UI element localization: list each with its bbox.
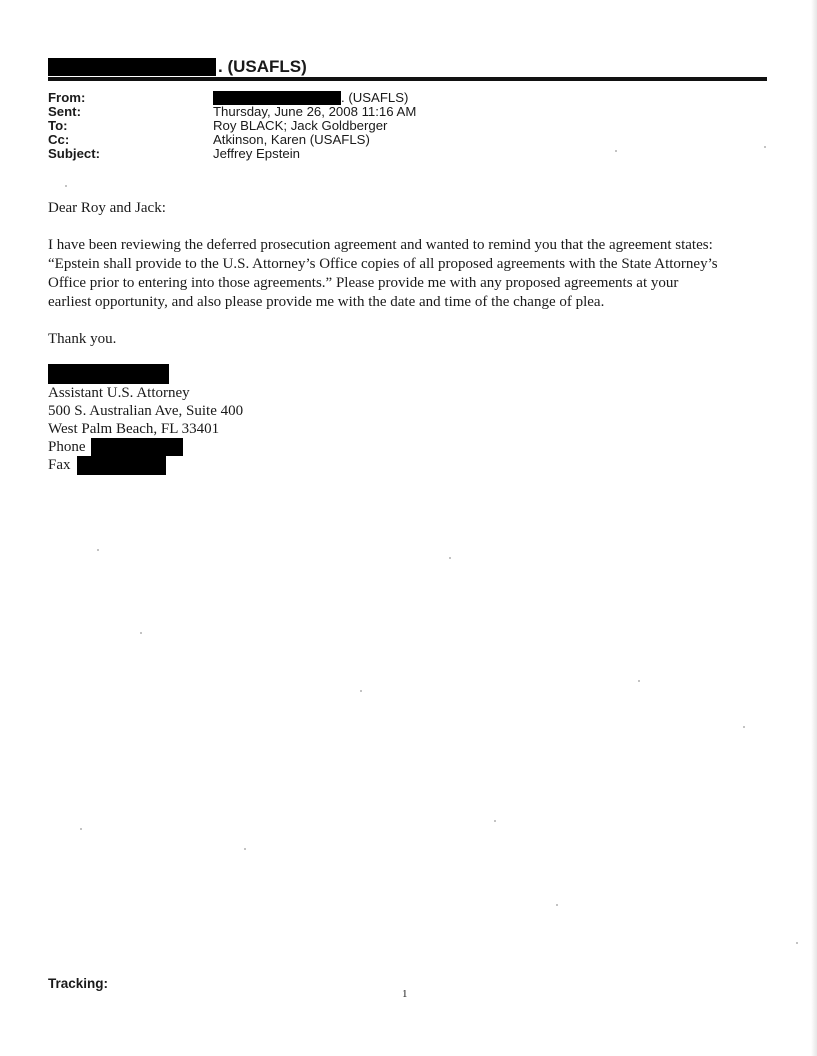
scan-speck xyxy=(556,904,558,906)
body-line-1: I have been reviewing the deferred prosecution agreement and wanted to remind you that the agreement states: xyxy=(48,237,713,253)
closing: Thank you. xyxy=(48,331,117,347)
subject-label: Subject: xyxy=(48,146,101,161)
header-redaction xyxy=(48,58,216,76)
scan-speck xyxy=(244,848,246,850)
signature-name-redaction xyxy=(48,364,169,384)
signature-title: Assistant U.S. Attorney xyxy=(48,385,190,401)
scan-speck xyxy=(449,557,451,559)
scan-speck xyxy=(360,690,362,692)
from-redaction xyxy=(213,91,341,105)
header-title: . (USAFLS) xyxy=(218,57,307,76)
scan-speck xyxy=(638,680,640,682)
body-line-2: “Epstein shall provide to the U.S. Attorney’s Office copies of all proposed agreements with the State Attorney’s xyxy=(48,256,718,272)
fax-redaction xyxy=(77,456,166,475)
phone-redaction xyxy=(91,438,183,456)
body-line-4: earliest opportunity, and also please provide me with the date and time of the change of plea. xyxy=(48,294,605,310)
scan-speck xyxy=(97,549,99,551)
cc-label: Cc: xyxy=(48,132,70,147)
scan-speck xyxy=(494,820,496,822)
to-value: Roy BLACK; Jack Goldberger xyxy=(213,118,388,133)
from-value-text: . (USAFLS) xyxy=(341,90,409,105)
signature-address-line2: West Palm Beach, FL 33401 xyxy=(48,421,220,437)
cc-value: Atkinson, Karen (USAFLS) xyxy=(213,132,370,147)
subject-value: Jeffrey Epstein xyxy=(213,146,300,161)
scan-speck xyxy=(764,146,766,148)
from-value xyxy=(213,91,408,105)
tracking-label: Tracking: xyxy=(48,976,109,991)
scan-speck xyxy=(80,828,82,830)
sent-value: Thursday, June 26, 2008 11:16 AM xyxy=(213,104,417,119)
scan-speck xyxy=(615,150,617,152)
header-rule xyxy=(48,77,767,81)
page-number: 1 xyxy=(402,988,408,1000)
sent-label: Sent: xyxy=(48,104,81,119)
scan-speck xyxy=(140,632,142,634)
signature-fax-label: Fax xyxy=(48,457,71,473)
greeting: Dear Roy and Jack: xyxy=(48,200,166,216)
to-label: To: xyxy=(48,118,68,133)
scan-speck xyxy=(743,726,745,728)
body-line-3: Office prior to entering into those agreements.” Please provide me with any proposed agreements at your xyxy=(48,275,679,291)
scan-speck xyxy=(65,185,67,187)
from-label: From: xyxy=(48,90,86,105)
signature-phone-label: Phone xyxy=(48,439,86,455)
signature-address-line1: 500 S. Australian Ave, Suite 400 xyxy=(48,403,244,419)
scan-speck xyxy=(796,942,798,944)
scan-edge xyxy=(811,0,817,1056)
